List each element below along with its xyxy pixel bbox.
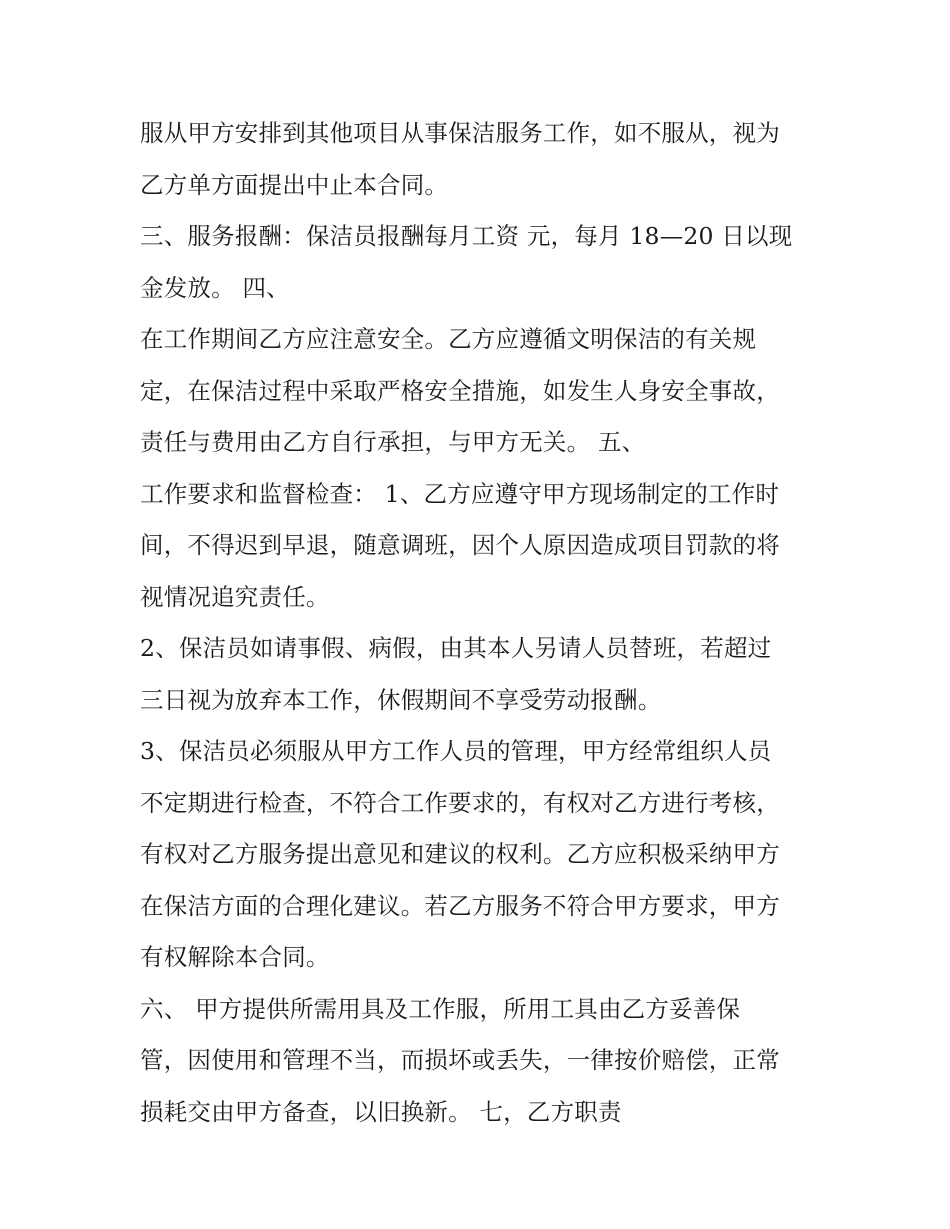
text-line: 损耗交由甲方备查，以旧换新。 七，乙方职责 xyxy=(140,1097,622,1126)
text-line: 工作要求和监督检查： 1、乙方应遵守甲方现场制定的工作时 xyxy=(140,479,780,508)
text-line: 2、保洁员如请事假、病假，由其本人另请人员替班，若超过 xyxy=(140,634,772,662)
text-line: 不定期进行检查，不符合工作要求的，有权对乙方进行考核， xyxy=(140,788,780,817)
text-line: 间，不得迟到早退，随意调班，因个人原因造成项目罚款的将 xyxy=(140,531,780,559)
text-line: 乙方单方面提出中止本合同。 xyxy=(140,170,449,199)
text-line: 金发放。 四、 xyxy=(140,273,290,302)
text-line: 定，在保洁过程中采取严格安全措施，如发生人身安全事故， xyxy=(140,376,780,405)
contract-text xyxy=(140,108,830,1138)
text-line: 服从甲方安排到其他项目从事保洁服务工作，如不服从，视为 xyxy=(140,119,780,147)
text-line: 三、服务报酬：保洁员报酬每月工资 元，每月 18—20 日以现 xyxy=(140,222,793,250)
text-line: 三日视为放弃本工作，休假期间不享受劳动报酬。 xyxy=(140,685,662,714)
text-line: 视情况追究责任。 xyxy=(140,582,330,611)
text-line: 六、 甲方提供所需用具及工作服，所用工具由乙方妥善保 xyxy=(140,994,741,1023)
text-line: 有权解除本合同。 xyxy=(140,943,330,971)
text-line: 在保洁方面的合理化建议。若乙方服务不符合甲方要求，甲方 xyxy=(140,891,780,920)
text-line: 管，因使用和管理不当，而损坏或丢失，一律按价赔偿，正常 xyxy=(140,1046,780,1074)
text-line: 3、保洁员必须服从甲方工作人员的管理，甲方经常组织人员 xyxy=(140,737,772,765)
text-line: 有权对乙方服务提出意见和建议的权利。乙方应积极采纳甲方 xyxy=(140,840,780,868)
text-line: 责任与费用由乙方自行承担，与甲方无关。 五、 xyxy=(140,428,646,456)
text-line: 在工作期间乙方应注意安全。乙方应遵循文明保洁的有关规 xyxy=(140,325,757,353)
